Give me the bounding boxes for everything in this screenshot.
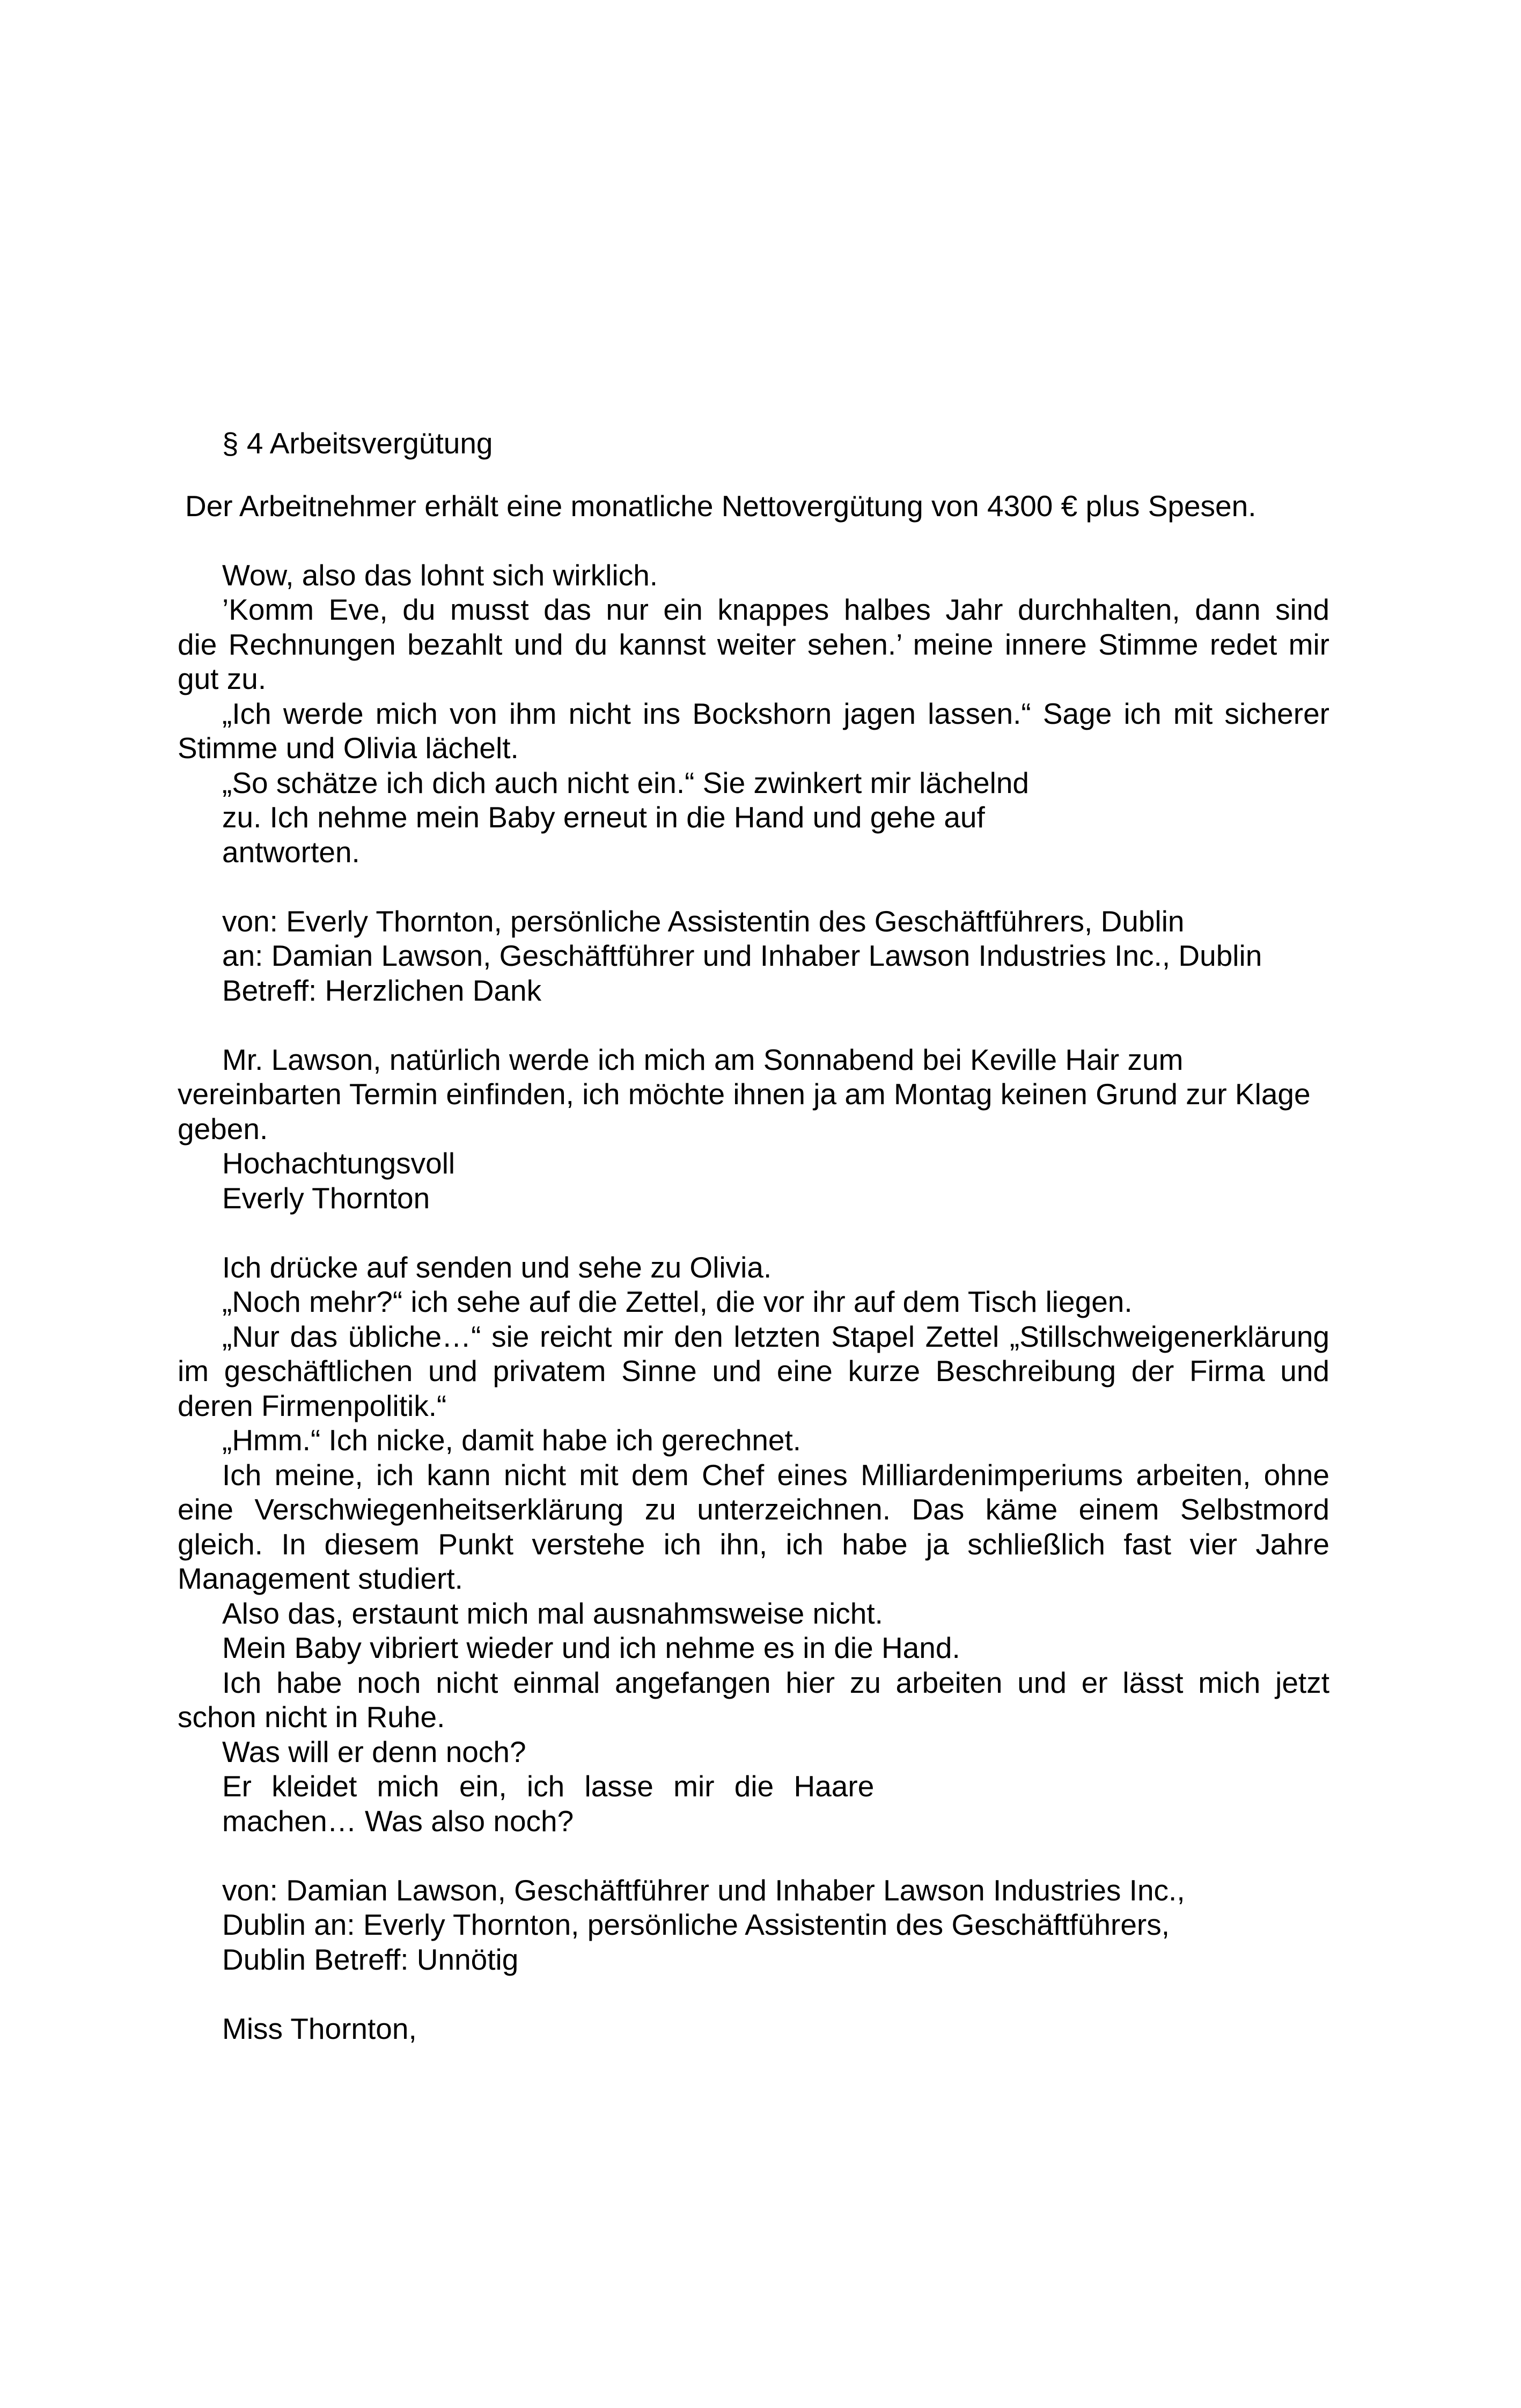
text-line: Er kleidet mich ein, ich lasse mir die Haare bbox=[222, 1770, 875, 1803]
text-line: Stimme und Olivia lächelt. bbox=[178, 731, 519, 765]
email-subject: Betreff: Herzlichen Dank bbox=[222, 973, 542, 1007]
salary-clause: Der Arbeitnehmer erhält eine monatliche Nettovergütung von 4300 € plus Spesen. bbox=[185, 489, 1257, 523]
text-line: Ich meine, ich kann nicht mit dem Chef eines Milliardenimperiums arbeiten, ohne bbox=[222, 1458, 1329, 1492]
document-body bbox=[178, 426, 1329, 2046]
text-line: Ich drücke auf senden und sehe zu Olivia. bbox=[222, 1250, 772, 1284]
email-from: von: Everly Thornton, persönliche Assistentin des Geschäftführers, Dublin bbox=[222, 904, 1185, 938]
text-line: „Noch mehr?“ ich sehe auf die Zettel, die vor ihr auf dem Tisch liegen. bbox=[222, 1285, 1133, 1318]
text-line: Ich habe noch nicht einmal angefangen hier zu arbeiten und er lässt mich jetzt bbox=[222, 1665, 1329, 1699]
text-line: deren Firmenpolitik.“ bbox=[178, 1389, 447, 1422]
text-line: Wow, also das lohnt sich wirklich. bbox=[222, 558, 658, 592]
text-line: im geschäftlichen und privatem Sinne und eine kurze Beschreibung der Firma und bbox=[178, 1354, 1329, 1387]
text-line: Management studiert. bbox=[178, 1562, 463, 1595]
email-to: an: Damian Lawson, Geschäftführer und Inhaber Lawson Industries Inc., Dublin bbox=[222, 939, 1262, 972]
text-line: „Hmm.“ Ich nicke, damit habe ich gerechnet. bbox=[222, 1423, 802, 1457]
text-line: Was will er denn noch? bbox=[222, 1735, 526, 1768]
text-line: die Rechnungen bezahlt und du kannst weiter sehen.’ meine innere Stimme redet mir bbox=[178, 627, 1329, 661]
email-body-line: geben. bbox=[178, 1112, 268, 1146]
email-body-line: vereinbarten Termin einfinden, ich möchte ihnen ja am Montag keinen Grund zur Klage bbox=[178, 1077, 1311, 1111]
text-line: ’Komm Eve, du musst das nur ein knappes halbes Jahr durchhalten, dann sind bbox=[222, 593, 1329, 626]
email-body-line: Mr. Lawson, natürlich werde ich mich am Sonnabend bei Keville Hair zum bbox=[222, 1043, 1184, 1076]
text-line: schon nicht in Ruhe. bbox=[178, 1700, 445, 1734]
email-header-line: Dublin an: Everly Thornton, persönliche Assistentin des Geschäftführers, bbox=[222, 1908, 1170, 1941]
text-line: machen… Was also noch? bbox=[222, 1804, 574, 1838]
text-line: gut zu. bbox=[178, 662, 267, 695]
email-header-line: Dublin Betreff: Unnötig bbox=[222, 1942, 519, 1976]
text-line: eine Verschwiegenheitserklärung zu unterzeichnen. Das käme einem Selbstmord bbox=[178, 1493, 1329, 1526]
text-line: gleich. In diesem Punkt verstehe ich ihn, ich habe ja schließlich fast vier Jahre bbox=[178, 1527, 1329, 1561]
text-line: „Ich werde mich von ihm nicht ins Bockshorn jagen lassen.“ Sage ich mit sicherer bbox=[222, 696, 1329, 730]
email-salutation: Miss Thornton, bbox=[222, 2011, 417, 2045]
text-line: zu. Ich nehme mein Baby erneut in die Hand und gehe auf bbox=[222, 801, 985, 834]
email-closing: Hochachtungsvoll bbox=[222, 1147, 455, 1180]
text-line: Also das, erstaunt mich mal ausnahmsweise nicht. bbox=[222, 1596, 883, 1630]
text-line: „Nur das übliche…“ sie reicht mir den letzten Stapel Zettel „Stillschweigenerklärung bbox=[222, 1319, 1329, 1353]
text-line: Mein Baby vibriert wieder und ich nehme es in die Hand. bbox=[222, 1631, 960, 1664]
text-line: „So schätze ich dich auch nicht ein.“ Sie zwinkert mir lächelnd bbox=[222, 766, 1030, 799]
text-line: antworten. bbox=[222, 835, 360, 869]
email-header-line: von: Damian Lawson, Geschäftführer und Inhaber Lawson Industries Inc., bbox=[222, 1873, 1185, 1907]
section-heading: § 4 Arbeitsvergütung bbox=[222, 427, 493, 460]
email-signature: Everly Thornton bbox=[222, 1181, 430, 1215]
